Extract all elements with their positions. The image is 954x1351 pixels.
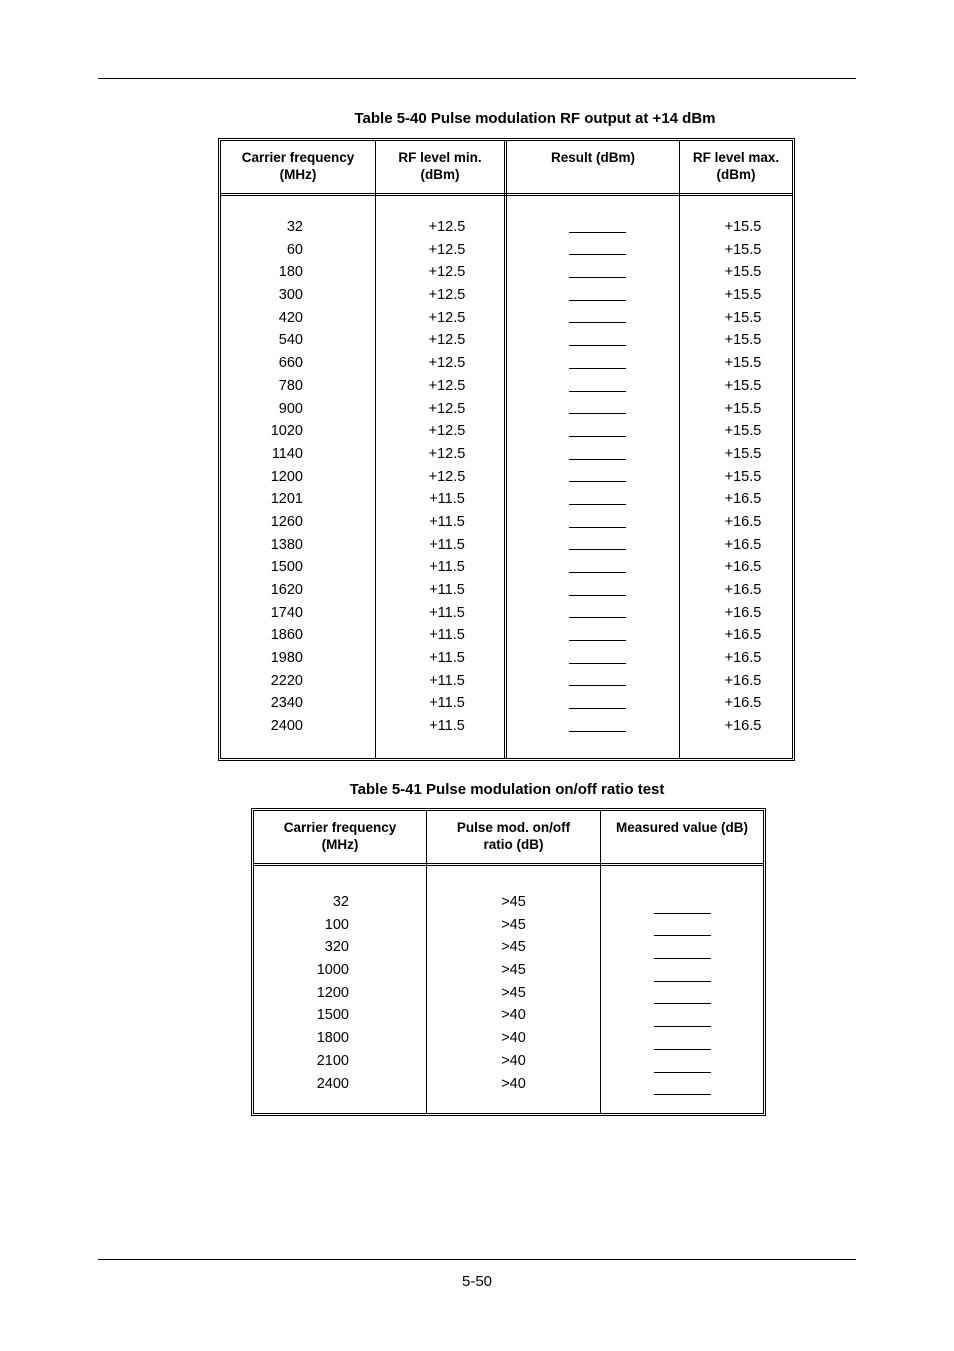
rf-level-min-cell: +12.5	[428, 355, 466, 372]
rf-level-max-cell: +15.5	[724, 332, 762, 349]
rf-level-max-cell: +16.5	[724, 718, 762, 735]
result-entry-line[interactable]	[569, 239, 626, 262]
rf-level-max-cell: +16.5	[724, 559, 762, 576]
rf-level-min-cell: +12.5	[428, 377, 466, 394]
result-column	[569, 216, 626, 738]
result-entry-line[interactable]	[569, 624, 626, 647]
rf-level-min-cell: +11.5	[429, 672, 465, 689]
result-entry-line[interactable]	[569, 511, 626, 534]
rf-level-min-cell: +11.5	[429, 627, 465, 644]
header-line: Pulse mod. on/off	[456, 820, 571, 835]
result-entry-line[interactable]	[569, 579, 626, 602]
frequency-cell: 2100	[316, 1052, 349, 1069]
rf-level-max-cell: +16.5	[724, 695, 762, 712]
rf-level-min-cell: +11.5	[429, 604, 465, 621]
rf-level-min-cell: +12.5	[428, 241, 466, 258]
result-entry-line[interactable]	[569, 443, 626, 466]
frequency-cell: 1620	[270, 582, 303, 598]
frequency-cell: 32	[332, 894, 349, 910]
frequency-cell: 420	[278, 309, 303, 326]
rf-level-max-cell: +15.5	[724, 287, 762, 304]
rf-level-max-cell: +15.5	[724, 241, 762, 258]
header-line: Carrier frequency	[241, 150, 355, 165]
rf-level-max-cell: +16.5	[724, 513, 762, 530]
header-rf-level-min	[376, 141, 504, 193]
frequency-cell: 1500	[270, 559, 303, 576]
rf-level-min-cell: +11.5	[429, 559, 465, 576]
result-entry-line[interactable]	[654, 920, 711, 943]
rf-level-max-cell: +16.5	[724, 582, 762, 598]
rf-level-max-column	[680, 216, 806, 738]
header-result	[507, 141, 679, 193]
header-line: Carrier frequency	[283, 820, 397, 835]
frequency-cell: 1980	[270, 650, 303, 667]
ratio-cell: >45	[501, 984, 526, 1001]
result-entry-line[interactable]	[569, 534, 626, 557]
header-pulse-mod-ratio	[427, 811, 600, 863]
result-entry-line[interactable]	[569, 352, 626, 375]
header-line: (dBm)	[716, 167, 756, 182]
header-rule	[98, 78, 856, 79]
header-line: Measured value (dB)	[615, 820, 749, 835]
result-entry-line[interactable]	[569, 261, 626, 284]
ratio-cell: >40	[501, 1075, 526, 1092]
frequency-cell: 180	[278, 264, 303, 281]
header-line: Result (dBm)	[551, 150, 635, 165]
result-entry-line[interactable]	[569, 398, 626, 421]
frequency-cell: 100	[324, 916, 349, 933]
ratio-cell: >45	[501, 939, 526, 956]
ratio-cell: >40	[501, 1007, 526, 1024]
table-5-41-header	[254, 811, 763, 866]
result-entry-line[interactable]	[654, 1010, 711, 1033]
header-line: (dBm)	[420, 167, 460, 182]
rf-level-min-cell: +11.5	[429, 491, 465, 508]
rf-level-max-cell: +16.5	[724, 604, 762, 621]
frequency-cell: 60	[286, 241, 303, 258]
ratio-cell: >45	[501, 962, 526, 979]
result-entry-line[interactable]	[569, 284, 626, 307]
frequency-cell: 320	[324, 939, 349, 956]
rf-level-min-cell: +11.5	[429, 513, 465, 530]
table-5-40	[218, 138, 795, 761]
result-entry-line[interactable]	[569, 216, 626, 239]
frequency-column	[254, 891, 349, 1095]
result-entry-line[interactable]	[569, 329, 626, 352]
rf-level-min-cell: +12.5	[428, 468, 466, 485]
ratio-cell: >45	[501, 916, 526, 933]
rf-level-min-cell: +11.5	[429, 536, 465, 553]
rf-level-max-cell: +15.5	[724, 309, 762, 326]
frequency-cell: 900	[278, 400, 303, 417]
column-divider	[600, 811, 601, 1113]
page-number: 5-50	[461, 1273, 493, 1290]
rf-level-min-cell: +11.5	[429, 718, 465, 735]
frequency-cell: 1800	[316, 1030, 349, 1047]
rf-level-min-cell: +12.5	[428, 423, 466, 440]
header-carrier-frequency	[254, 811, 426, 863]
result-entry-line[interactable]	[654, 897, 711, 920]
result-entry-line[interactable]	[569, 647, 626, 670]
rf-level-max-cell: +16.5	[724, 672, 762, 689]
rf-level-max-cell: +16.5	[724, 491, 762, 508]
result-entry-line[interactable]	[569, 692, 626, 715]
frequency-cell: 1140	[271, 445, 303, 462]
frequency-cell: 2220	[270, 672, 303, 689]
result-entry-line[interactable]	[569, 307, 626, 330]
result-entry-line[interactable]	[654, 1079, 711, 1102]
header-line: RF level min.	[398, 150, 482, 165]
frequency-cell: 2400	[270, 718, 303, 735]
result-entry-line[interactable]	[654, 988, 711, 1011]
measured-value-column	[654, 897, 711, 1101]
rf-level-min-cell: +11.5	[429, 695, 465, 712]
result-entry-line[interactable]	[569, 715, 626, 738]
rf-level-min-cell: +12.5	[428, 219, 466, 235]
result-entry-line[interactable]	[569, 488, 626, 511]
frequency-cell: 300	[278, 287, 303, 304]
result-entry-line[interactable]	[569, 556, 626, 579]
table-5-40-caption: Table 5-40 Pulse modulation RF output at +14 dBm	[354, 110, 716, 127]
footer-rule	[98, 1259, 856, 1260]
frequency-cell: 1500	[316, 1007, 349, 1024]
rf-level-max-cell: +15.5	[724, 400, 762, 417]
rf-level-max-cell: +16.5	[724, 536, 762, 553]
result-entry-line[interactable]	[654, 942, 711, 965]
ratio-column	[427, 891, 600, 1095]
result-entry-line[interactable]	[654, 1033, 711, 1056]
rf-level-min-cell: +12.5	[428, 332, 466, 349]
result-entry-line[interactable]	[569, 602, 626, 625]
rf-level-max-cell: +15.5	[724, 468, 762, 485]
rf-level-min-cell: +12.5	[428, 287, 466, 304]
frequency-cell: 1201	[270, 491, 303, 508]
header-line: (MHz)	[279, 167, 317, 182]
frequency-cell: 1200	[316, 984, 349, 1001]
frequency-column	[221, 216, 303, 738]
result-entry-line[interactable]	[569, 420, 626, 443]
frequency-cell: 1860	[270, 627, 303, 644]
frequency-cell: 1020	[270, 423, 303, 440]
header-line: RF level max.	[692, 150, 780, 165]
frequency-cell: 540	[278, 332, 303, 349]
header-line: (MHz)	[321, 837, 359, 852]
frequency-cell: 1740	[270, 604, 303, 621]
frequency-cell: 32	[286, 219, 303, 235]
rf-level-min-cell: +12.5	[428, 400, 466, 417]
frequency-cell: 1260	[270, 513, 303, 530]
frequency-cell: 660	[278, 355, 303, 372]
rf-level-max-cell: +15.5	[724, 445, 762, 462]
rf-level-min-cell: +11.5	[429, 582, 465, 598]
rf-level-min-cell: +12.5	[428, 264, 466, 281]
result-entry-line[interactable]	[569, 375, 626, 398]
rf-level-min-cell: +12.5	[428, 309, 466, 326]
header-measured-value	[601, 811, 763, 863]
rf-level-max-cell: +16.5	[724, 627, 762, 644]
ratio-cell: >45	[501, 894, 526, 910]
frequency-cell: 1200	[270, 468, 303, 485]
rf-level-min-cell: +11.5	[429, 650, 465, 667]
frequency-cell: 2340	[270, 695, 303, 712]
frequency-cell: 1000	[316, 962, 349, 979]
frequency-cell: 780	[278, 377, 303, 394]
frequency-cell: 2400	[316, 1075, 349, 1092]
rf-level-max-cell: +16.5	[724, 650, 762, 667]
header-carrier-frequency	[221, 141, 375, 193]
rf-level-max-cell: +15.5	[724, 355, 762, 372]
table-5-41-caption: Table 5-41 Pulse modulation on/off ratio test	[349, 781, 665, 798]
ratio-cell: >40	[501, 1030, 526, 1047]
rf-level-min-cell: +12.5	[428, 445, 466, 462]
header-line: ratio (dB)	[483, 837, 544, 852]
result-entry-line[interactable]	[654, 965, 711, 988]
rf-level-max-cell: +15.5	[724, 423, 762, 440]
result-entry-line[interactable]	[654, 1056, 711, 1079]
ratio-cell: >40	[501, 1052, 526, 1069]
rf-level-max-cell: +15.5	[724, 264, 762, 281]
result-entry-line[interactable]	[569, 670, 626, 693]
header-rf-level-max	[680, 141, 792, 193]
rf-level-max-cell: +15.5	[724, 377, 762, 394]
table-5-41	[251, 808, 766, 1116]
rf-level-max-cell: +15.5	[724, 219, 762, 235]
rf-level-min-column	[376, 216, 518, 738]
result-entry-line[interactable]	[569, 466, 626, 489]
frequency-cell: 1380	[270, 536, 303, 553]
